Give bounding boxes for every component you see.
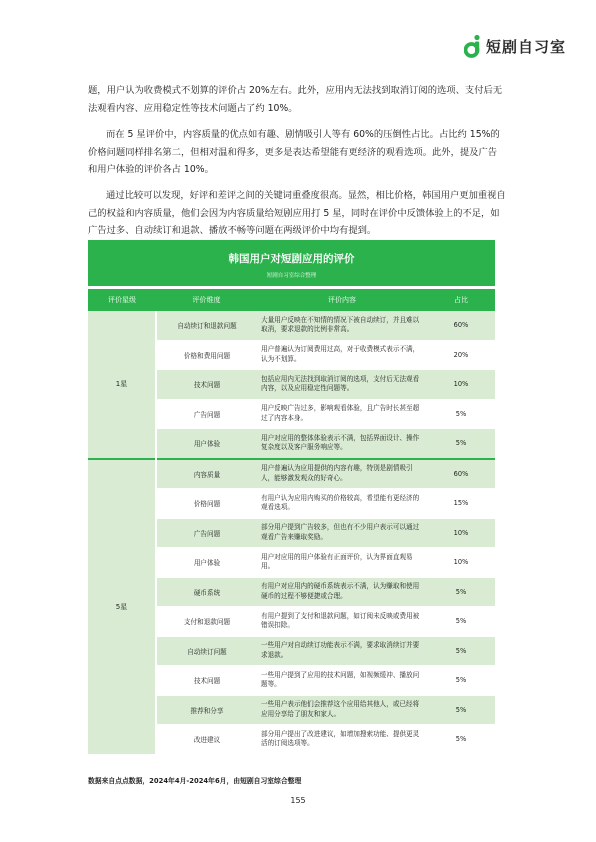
dimension-cell: 内容质量 xyxy=(156,459,257,489)
content-cell: 用户普遍认为应用提供的内容有趣，特别是剧情吸引人，能够激发观众的好奇心。 xyxy=(257,459,427,489)
brand-name: 短剧自习室 xyxy=(485,37,566,56)
percent-cell: 5% xyxy=(427,607,495,637)
column-header-dimension: 评价维度 xyxy=(156,288,257,312)
content-cell: 用户反映广告过多，影响观看体验，且广告时长甚至超过了内容本身。 xyxy=(257,399,427,429)
percent-cell: 10% xyxy=(427,518,495,548)
percent-cell: 5% xyxy=(427,666,495,696)
page-number: 155 xyxy=(290,796,306,805)
dimension-cell: 用户体验 xyxy=(156,429,257,459)
percent-cell: 10% xyxy=(427,548,495,578)
content-cell: 用户对应用的用户体验有正面评价，认为界面直观易用。 xyxy=(257,548,427,578)
dimension-cell: 广告问题 xyxy=(156,518,257,548)
column-header-content: 评价内容 xyxy=(257,288,427,312)
table-row xyxy=(88,311,495,340)
paragraph-2: 而在 5 星评价中，内容质量的优点如有趣、剧情吸引人等有 60%的压倒性占比。占比约 15%的价格问题同样排名第二，但相对温和得多，更多是表达希望能有更经济的观看选项。此外，提及广告和用户体验的评价各占 10%。 xyxy=(88,129,500,175)
content-cell: 一些用户表示他们会推荐这个应用给其他人，或已经将应用分享给了朋友和家人。 xyxy=(257,695,427,725)
percent-cell: 10% xyxy=(427,370,495,400)
brand-logo-icon xyxy=(464,34,482,58)
dimension-cell: 广告问题 xyxy=(156,399,257,429)
percent-cell: 20% xyxy=(427,340,495,370)
data-table xyxy=(88,286,495,755)
review-table xyxy=(88,240,495,755)
paragraph-1: 题，用户认为收费模式不划算的评价占 20%左右。此外，应用内无法找到取消订阅的选项、支付后无法观看内容、应用稳定性等技术问题占了约 10%。 xyxy=(88,85,503,114)
content-cell: 部分用户提到广告较多，但也有不少用户表示可以通过观看广告来赚取奖励。 xyxy=(257,518,427,548)
content-cell: 大量用户反映在不知情的情况下被自动续订，并且难以取消，要求退款的比例非常高。 xyxy=(257,311,427,340)
dimension-cell: 支付和退款问题 xyxy=(156,607,257,637)
percent-cell: 60% xyxy=(427,459,495,489)
dimension-cell: 技术问题 xyxy=(156,666,257,696)
content-cell: 有用户认为应用内购买的价格较高，希望能有更经济的观看选项。 xyxy=(257,489,427,519)
content-cell: 用户对应用的整体体验表示不满，包括界面设计、操作复杂度以及客户服务响应等。 xyxy=(257,429,427,459)
column-header-star: 评价星级 xyxy=(88,288,156,312)
dimension-cell: 自动续订和退款问题 xyxy=(156,311,257,340)
content-cell: 一些用户对自动续订功能表示不满，要求取消续订并要求退款。 xyxy=(257,636,427,666)
percent-cell: 5% xyxy=(427,636,495,666)
content-cell: 部分用户提出了改进建议，如增加搜索功能、提供更灵活的订阅选项等。 xyxy=(257,725,427,755)
star-group-5: 5星 xyxy=(88,459,156,755)
table-subtitle: 短剧自习室综合整理 xyxy=(266,273,317,279)
percent-cell: 5% xyxy=(427,429,495,459)
star-group-1: 1星 xyxy=(88,311,156,459)
content-cell: 有用户对应用内的硬币系统表示不满，认为赚取和使用硬币的过程不够便捷或合理。 xyxy=(257,577,427,607)
paragraph-3: 通过比较可以发现，好评和差评之间的关键词重叠度很高。显然，相比价格，韩国用户更加重视自己的权益和内容质量，他们会因为内容质量给短剧应用打 5 星，同时在评价中反馈体验上的不足，如广告过多、自动续订和退款、播放不畅等问题在两级评价中均有提到。 xyxy=(88,190,506,236)
content-cell: 有用户提到了支付和退款问题，如订阅未反映或费用被错误扣除。 xyxy=(257,607,427,637)
percent-cell: 5% xyxy=(427,695,495,725)
content-cell: 一些用户提到了应用的技术问题，如视频缓冲、播放问题等。 xyxy=(257,666,427,696)
percent-cell: 5% xyxy=(427,577,495,607)
table-header-banner xyxy=(88,240,495,286)
dimension-cell: 用户体验 xyxy=(156,548,257,578)
dimension-cell: 改进建议 xyxy=(156,725,257,755)
percent-cell: 5% xyxy=(427,725,495,755)
dimension-cell: 价格问题 xyxy=(156,489,257,519)
dimension-cell: 自动续订问题 xyxy=(156,636,257,666)
table-header-row xyxy=(88,288,495,312)
column-header-percent: 占比 xyxy=(427,288,495,312)
percent-cell: 15% xyxy=(427,489,495,519)
table-title: 韩国用户对短剧应用的评价 xyxy=(228,253,355,265)
dimension-cell: 推荐和分享 xyxy=(156,695,257,725)
content-cell: 用户普遍认为订阅费用过高，对于收费模式表示不满，认为不划算。 xyxy=(257,340,427,370)
table-footnote: 数据来自点点数据，2024年4月-2024年6月，由短剧自习室综合整理 xyxy=(88,777,302,785)
percent-cell: 5% xyxy=(427,399,495,429)
dimension-cell: 技术问题 xyxy=(156,370,257,400)
table-row xyxy=(88,459,495,489)
percent-cell: 60% xyxy=(427,311,495,340)
brand-logo xyxy=(464,34,566,58)
content-cell: 包括应用内无法找到取消订阅的选项，支付后无法观看内容，以及应用稳定性问题等。 xyxy=(257,370,427,400)
dimension-cell: 价格和费用问题 xyxy=(156,340,257,370)
dimension-cell: 硬币系统 xyxy=(156,577,257,607)
